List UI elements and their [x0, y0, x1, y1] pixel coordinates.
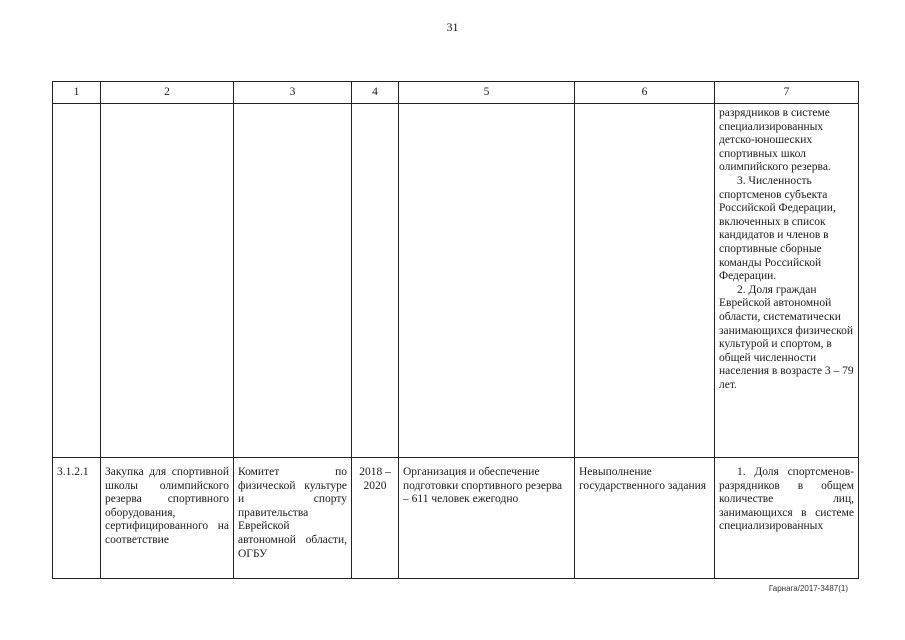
header-cell-3: 3	[234, 82, 352, 104]
table-cell	[53, 104, 101, 458]
header-cell-6: 6	[575, 82, 715, 104]
indicators-cell	[715, 104, 859, 458]
activity-description: Закупка для спортивной школы олимпийского резерва спортивного оборудования, сертифицированного на соответствие	[101, 458, 234, 579]
table-cell	[234, 104, 352, 458]
table-row	[53, 458, 859, 579]
indicator-text: 1. Доля спортсменов-разрядников в общем количестве лиц, занимающихся в системе специализированных	[715, 458, 859, 579]
item-number: 3.1.2.1	[53, 458, 101, 579]
header-cell-4: 4	[352, 82, 399, 104]
non-implementation-consequences: Невыполнение государственного задания	[575, 458, 715, 579]
indicator-text: разрядников в системе специализированных детско-юношеских спортивных школ олимпийского резерва.	[719, 107, 831, 174]
header-cell-5: 5	[399, 82, 575, 104]
table-cell	[101, 104, 234, 458]
header-cell-2: 2	[101, 82, 234, 104]
table-cell	[352, 104, 399, 458]
table-cell	[575, 104, 715, 458]
indicator-text: 3. Численность спортсменов субъекта Российской Федерации, включенных в список кандидатов и членов в спортивные сборные команды Российской Федерации.	[719, 174, 836, 283]
table-row	[53, 104, 859, 458]
expected-result: Организация и обеспечение подготовки спортивного резерва – 611 человек ежегодно	[399, 458, 575, 579]
implementation-period: 2018 – 2020	[352, 458, 399, 579]
header-cell-1: 1	[53, 82, 101, 104]
document-code: Гарнага/2017-3487(1)	[768, 584, 848, 593]
page-number: 31	[446, 20, 459, 34]
responsible-executor: Комитет по физической культуре и спорту правительства Еврейской автономной области, ОГБУ	[234, 458, 352, 579]
table-cell	[399, 104, 575, 458]
indicator-text: 2. Доля граждан Еврейской автономной области, систематически занимающихся физической культурой и спортом, в общей численности населения в возрасте 3 – 79 лет.	[719, 283, 854, 391]
program-table	[52, 81, 859, 579]
table-header-row	[53, 82, 859, 104]
header-cell-7: 7	[715, 82, 859, 104]
